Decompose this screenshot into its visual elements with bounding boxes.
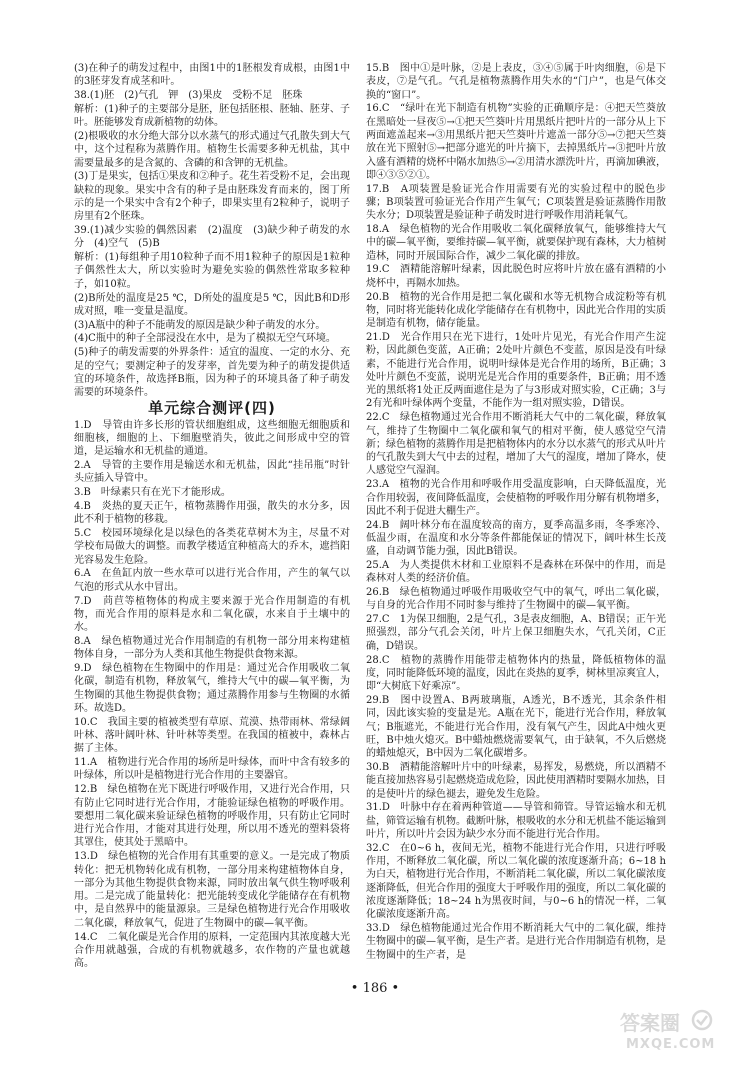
paragraph: (2)根吸收的水分绝大部分以水蒸气的形式通过气孔散失到大气中，这个过程称为蒸腾作用。植物生长需要多种无机盐，其中需要量最多的是含氮的、含磷的和含钾的无机盐。 xyxy=(74,130,350,169)
watermark-logo xyxy=(616,1008,734,1052)
answer-item: 15.B 图中①是叶脉，②是上表皮，③④⑤属于叶肉细胞，⑥是下表皮，⑦是气孔。气孔是植物蒸腾作用失水的“门户”，也是气体交换的“窗口”。 xyxy=(366,63,666,101)
answer-item: 8.A 绿色植物通过光合作用制造的有机物一部分用来构建植物体自身，一部分为人类和其他生物提供食物来源。 xyxy=(74,635,350,661)
answer-item: 12.B 绿色植物在光下既进行呼吸作用，又进行光合作用，只有防止它同时进行光合作用，才能验证绿色植物的呼吸作用。要想用二氧化碳来验证绿色植物的呼吸作用，只有防止它同时进行光合作用，才能对其进行处理，所以用不透光的塑料袋将其罩住，使其处于黑暗中。 xyxy=(74,784,350,849)
answer-item: 7.D 苘苣等植物体的构成主要来源于光合作用制造的有机物，而光合作用的原料是水和二氧化碳，水来自于土壤中的水。 xyxy=(74,595,350,634)
paragraph: (3)在种子的萌发过程中，由图1中的1胚根发育成根，由图1中的3胚芽发育成茎和叶。 xyxy=(74,63,350,88)
page-number: • 186 • xyxy=(350,981,400,996)
answer-item: 30.B 酒精能溶解叶片中的叶绿素，易挥发，易燃烧，所以酒精不能直接加热容易引起燃烧造成危险，因此使用酒精时要隔水加热，目的是使叶片的绿色褪去，避免发生危险。 xyxy=(366,761,666,800)
answer-item: 25.A 为人类提供木材和工业原料不是森林在环保中的作用，而是森林对人类的经济价值。 xyxy=(366,559,666,585)
paragraph: 解析：(1)种子的主要部分是胚，胚包括胚根、胚轴、胚芽、子叶。胚能够发育成新植物的幼体。 xyxy=(74,103,350,129)
paragraph: (3)丁是果实，包括①果皮和②种子。花生若受粉不足，会出现缺粒的现象。果实中含有的种子是由胚珠发育而来的，图丁所示的是一个果实中含有2个种子，即果实里有2粒种子，说明子房里有2个胚珠。 xyxy=(74,171,350,223)
answer-item: 22.C 绿色植物通过光合作用不断消耗大气中的二氧化碳，释放氧气，维持了生物圈中二氧化碳和氧气的相对平衡，使人感觉空气清新；绿色植物的蒸腾作用是把植物体内的水分以水蒸气的形式从叶片的气孔散失到大气中去的过程，增加了大气的湿度，增加了降水，使人感觉空气湿润。 xyxy=(366,412,666,477)
answer-item: 14.C 二氧化碳是光合作用的原料，一定范围内其浓度越大光合作用就越强，合成的有机物就越多，农作物的产量也就越高。 xyxy=(74,931,350,970)
answer-item: 26.B 绿色植物通过呼吸作用吸收空气中的氧气，呼出二氧化碳，与自身的光合作用不同时参与维持了生物圈中的碳—氧平衡。 xyxy=(366,587,666,612)
left-column xyxy=(74,62,350,971)
answer-item: 27.C 1为保卫细胞，2是气孔，3是表皮细胞，A、B错误；正午光照强烈，部分气孔会关闭，叶片上保卫细胞失水，气孔关闭，C正确，D错误。 xyxy=(366,614,666,652)
answer-item: 11.A 植物进行光合作用的场所是叶绿体，而叶中含有较多的叶绿体，所以叶是植物进行光合作用的主要器官。 xyxy=(74,757,350,782)
answer-item: 16.C “绿叶在光下制造有机物”实验的正确顺序是：④把天竺葵放在黑暗处一昼夜⑤→①把天竺葵叶片用黑纸片把叶片的一部分从上下两面遮盖起来→③用黑纸片把天竺葵叶片遮盖一部分⑤→⑦把天竺葵放在光下照射⑤→把部分遮光的叶片摘下，去掉黑纸片→③把叶片放入盛有酒精的烧杯中隔水加热⑤→②用清水漂洗叶片，再滴加碘液，即④③⑤②①。 xyxy=(366,103,666,181)
paragraph: 解析：(1)每组种子用10粒种子而不用1粒种子的原因是1粒种子偶然性太大，所以实验时为避免实验的偶然性常取多粒种子，如10粒。 xyxy=(74,252,350,290)
answer-item: 21.D 光合作用只在光下进行，1处叶片见光，有光合作用产生淀粉，因此颜色变蓝，A正确；2处叶片颜色不变蓝，原因是没有叶绿素，不能进行光合作用，说明叶绿体是光合作用的场所，B正确；3处叶片颜色不变蓝，说明光是光合作用的重要条件，B正确；用不透光的黑纸将1处正反两面遮住是为了与3形成对照实验，C正确；3与2有光和叶绿体两个变量，不能作为一组对照实验，D错误。 xyxy=(366,331,666,410)
left-top-paragraphs xyxy=(74,62,350,399)
answer-item: 31.D 叶脉中存在着两种管道——导管和筛管。导管运输水和无机盐，筛管运输有机物。截断叶脉，根吸收的水分和无机盐不能运输到叶片，所以叶片会因为缺少水分而不能进行光合作用。 xyxy=(366,802,666,840)
answer-item: 4.B 炎热的夏天正午，植物蒸腾作用强，散失的水分多，因此不利于植物的移栽。 xyxy=(74,501,350,526)
paragraph: (2)B所处的温度是25 ℃，D所处的温度是5 ℃，因此B和D形成对照，唯一变量是温度。 xyxy=(74,292,350,317)
answer-item: 32.C 在0~6 h，夜间无光，植物不能进行光合作用，只进行呼吸作用，不断释放二氧化碳，所以二氧化碳的浓度逐渐升高；6~18 h为白天，植物进行光合作用，不断消耗二氧化碳，所以二氧化碳浓度逐渐降低，但光合作用的强度大于呼吸作用的强度，所以二氧化碳的浓度逐渐降低；18~24 h为黑夜时间，与0~6 h的情况一样，二氧化碳浓度逐渐升高。 xyxy=(366,842,666,921)
answer-item: 13.D 绿色植物的光合作用有其重要的意义。一是完成了物质转化：把无机物转化成有机物，一部分用来构建植物体自身，一部分为其他生物提供食物来源，同时放出氧气供生物呼吸利用。二是完成了能量转化：把光能转变成化学能储存在有机物中，是自然界中的能量源泉。三是绿色植物进行光合作用吸收二氧化碳，释放氧气，促进了生物圈中的碳—氧平衡。 xyxy=(74,851,350,929)
paragraph: (3)A瓶中的种子不能萌发的原因是缺少种子萌发的水分。 xyxy=(74,319,326,331)
answer-item: 3.B 叶绿素只有在光下才能形成。 xyxy=(74,487,231,499)
section-title: 单元综合测评(四) xyxy=(148,399,276,418)
paragraph: (5)种子的萌发需要的外界条件：适宜的温度、一定的水分、充足的空气；要测定种子的发芽率，首先要为种子的萌发提供适宜的环境条件，故选择B瓶，因为种子的环境具备了种子萌发需要的环境条件。 xyxy=(74,347,350,399)
answer-item: 17.B A项装置是验证光合作用需要有光的实验过程中的脱色步骤；B项装置可验证光合作用产生氧气；C项装置是验证蒸腾作用散失水分；D项装置是验证种子萌发时进行呼吸作用消耗氧气。 xyxy=(366,183,666,222)
paragraph: 39.(1)减少实验的偶然因素 (2)温度 (3)缺少种子萌发的水分 (4)空气 (5)B xyxy=(74,225,350,250)
answer-item: 24.B 阔叶林分布在温度较高的南方，夏季高温多雨，冬季寒冷、低温少雨，在温度和水分等条件都能保证的情况下，阔叶林生长茂盛，自动调节能力强，因此B错误。 xyxy=(366,519,666,558)
right-column xyxy=(366,62,666,962)
paragraph: (4)C瓶中的种子全部浸没在水中，是为了模拟无空气环境。 xyxy=(74,333,336,345)
answer-item: 20.B 植物的光合作用是把二氧化碳和水等无机物合成淀粉等有机物，同时将光能转化成化学能储存在有机物中，因此光合作用的实质是制造有机物，储存能量。 xyxy=(366,291,666,330)
answer-item: 28.C 植物的蒸腾作用能带走植物体内的热量，降低植物体的温度，同时能降低环境的温度，因此在炎热的夏季，树林里凉爽宜人，即“大树底下好乘凉”。 xyxy=(366,654,666,693)
answer-item: 29.B 图中设置A、B两玻璃瓶，A透光，B不透光，其余条件相同，因此该实验的变量是光。A瓶在光下，能进行光合作用，释放氧气；B瓶遮光，不能进行光合作用，没有氧气产生，因此A中烛火更旺，B中烛火熄灭。B中蜡烛燃烧需要氧气，由于缺氧，不久后燃烧的蜡烛熄灭，B中因为二氧化碳增多。 xyxy=(366,694,666,760)
answer-item: 2.A 导管的主要作用是输送水和无机盐，因此“挂吊瓶”时针头应插入导管中。 xyxy=(74,460,350,485)
watermark-text: 答案圈 xyxy=(620,1011,680,1035)
answer-item: 19.C 酒精能溶解叶绿素，因此脱色时应将叶片放在盛有酒精的小烧杯中，再隔水加热。 xyxy=(366,264,666,289)
paragraph: 38.(1)胚 (2)气孔 钾 (3)果皮 受粉不足 胚珠 xyxy=(74,90,303,102)
answer-item: 5.C 校园环境绿化是以绿色的各类花草树木为主，尽量不对学校布局做大的调整。而教学楼适宜种植高大的乔木，遮挡阳光容易发生危险。 xyxy=(74,528,350,566)
left-bottom-paragraphs xyxy=(74,419,350,971)
answer-item: 18.A 绿色植物的光合作用吸收二氧化碳释放氧气，能够维持大气中的碳—氧平衡，要维持碳—氧平衡，就要保护现有森林，大力植树造林，同时开展国际合作，减少二氧化碳的排放。 xyxy=(366,224,666,262)
watermark-icon xyxy=(616,1008,734,1052)
answer-item: 23.A 植物的光合作用和呼吸作用受温度影响，白天降低温度，光合作用较弱，夜间降低温度，会使植物的呼吸作用分解有机物增多，因此不利于促进大棚生产。 xyxy=(366,479,666,517)
answer-item: 9.D 绿色植物在生物圈中的作用是：通过光合作用吸收二氧化碳，制造有机物，释放氧气，维持大气中的碳—氧平衡，为生物圈的其他生物提供食物；通过蒸腾作用参与生物圈的水循环。故选D。 xyxy=(74,663,350,714)
answer-item: 33.D 绿色植物能通过光合作用不断消耗大气中的二氧化碳，维持生物圈中的碳—氧平衡，是生产者。是进行光合作用制造有机物，是生物圈中的生产者，是 xyxy=(366,923,666,961)
answer-item: 1.D 导管由许多长形的管状细胞组成，这些细胞无细胞质和细胞核，细胞的上、下细胞壁消失，彼此之间形成中空的管道，是运输水和无机盐的通道。 xyxy=(74,419,350,458)
answer-item: 10.C 我国主要的植被类型有草原、荒漠、热带雨林、常绿阔叶林、落叶阔叶林、针叶林等类型。在我国的植被中，森林占据了主体。 xyxy=(74,716,350,755)
watermark-url: MXQE.COM xyxy=(626,1037,716,1052)
answer-item: 6.A 在鱼缸内放一些水草可以进行光合作用，产生的氧气以气泡的形式从水中冒出。 xyxy=(74,568,350,593)
